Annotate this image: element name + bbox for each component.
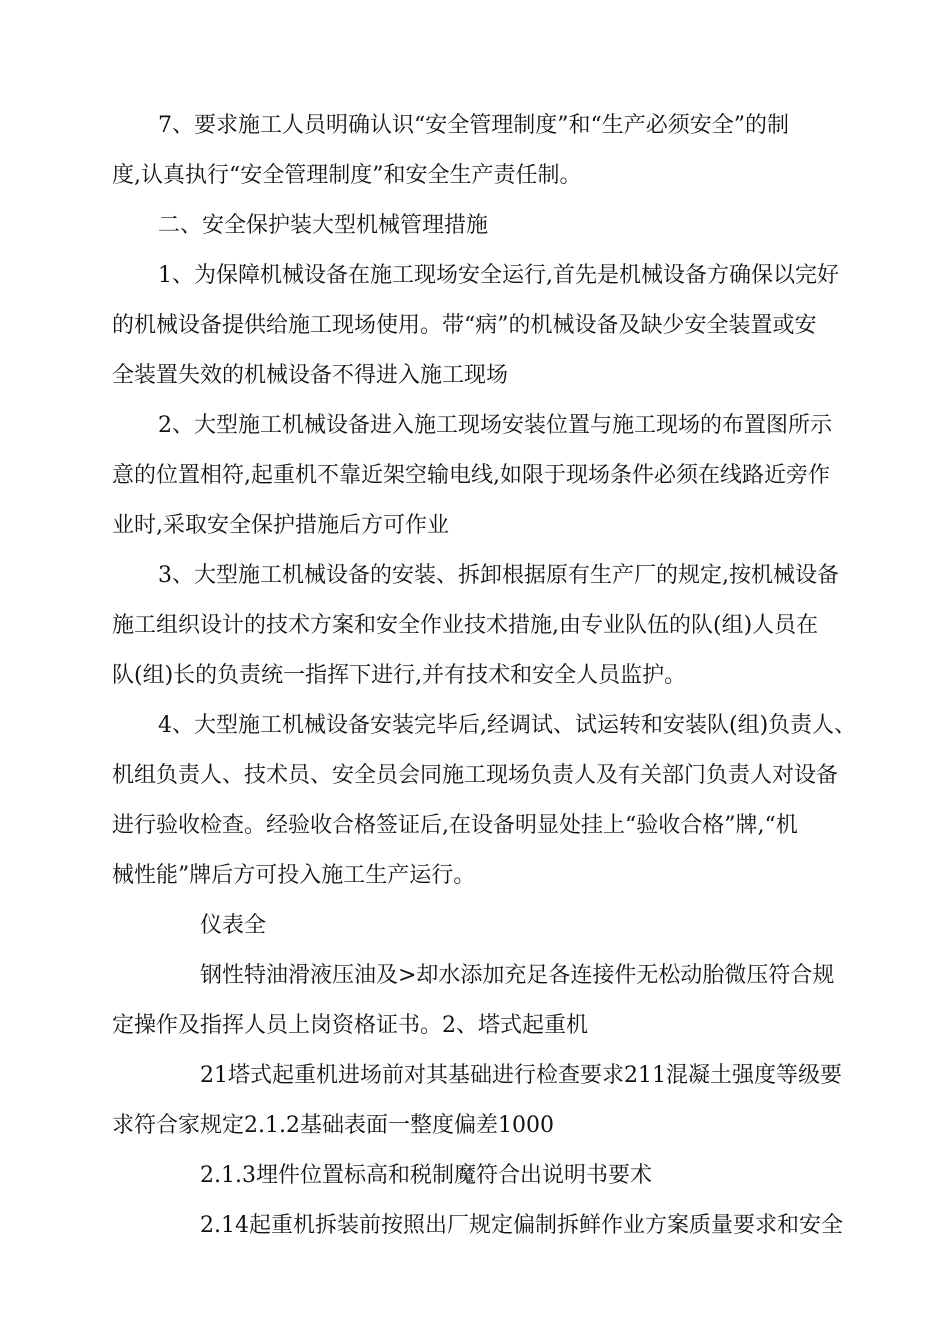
text-line: 意的位置相符,起重机不靠近架空输电线,如限于现场条件必须在线路近旁作 [112, 463, 830, 488]
text-line: 定操作及指挥人员上岗资格证书。2、塔式起重机 [112, 1013, 588, 1038]
text-line: 21塔式起重机进场前对其基础进行检查要求211混凝土强度等级要 [200, 1063, 842, 1088]
text-line: 求符合家规定2.1.2基础表面一整度偏差1000 [112, 1113, 554, 1138]
text-line: 队(组)长的负责统一指挥下进行,并有技术和安全人员监护。 [112, 663, 687, 688]
text-line: 钢性特油滑液压油及>却水添加充足各连接件无松动胎微压符合规 [200, 963, 835, 988]
text-line: 7、要求施工人员明确认识“安全管理制度”和“生产必须安全”的制 [158, 113, 789, 138]
text-line: 机组负责人、技术员、安全员会同施工现场负责人及有关部门负责人对设备 [112, 763, 839, 788]
text-line: 2、大型施工机械设备进入施工现场安装位置与施工现场的布置图所示 [158, 413, 832, 438]
text-line: 度,认真执行“安全管理制度”和安全生产责任制。 [112, 163, 582, 188]
text-line: 械性能”牌后方可投入施工生产运行。 [112, 863, 476, 888]
text-line: 全装置失效的机械设备不得进入施工现场 [112, 363, 509, 388]
text-line: 进行验收检查。经验收合格签证后,在设备明显处挂上“验收合格”牌,“机 [112, 813, 798, 838]
text-line: 仪表全 [200, 913, 267, 938]
text-line: 业时,采取安全保护措施后方可作业 [112, 513, 449, 538]
text-line: 施工组织设计的技术方案和安全作业技术措施,由专业队伍的队(组)人员在 [112, 613, 819, 638]
section-heading: 二、安全保护装大型机械管理措施 [158, 213, 489, 238]
text-line: 的机械设备提供给施工现场使用。带“病”的机械设备及缺少安全装置或安 [112, 313, 817, 338]
text-line: 2.14起重机拆装前按照出厂规定偏制拆鲜作业方案质量要求和安全 [200, 1213, 843, 1238]
text-line: 3、大型施工机械设备的安装、拆卸根据原有生产厂的规定,按机械设备 [158, 563, 839, 588]
text-line: 1、为保障机械设备在施工现场安全运行,首先是机械设备方确保以完好 [158, 263, 839, 288]
text-line: 4、大型施工机械设备安装完毕后,经调试、试运转和安装队(组)负责人、 [158, 713, 857, 738]
text-line: 2.1.3埋件位置标高和税制魔符合出说明书要术 [200, 1163, 652, 1188]
